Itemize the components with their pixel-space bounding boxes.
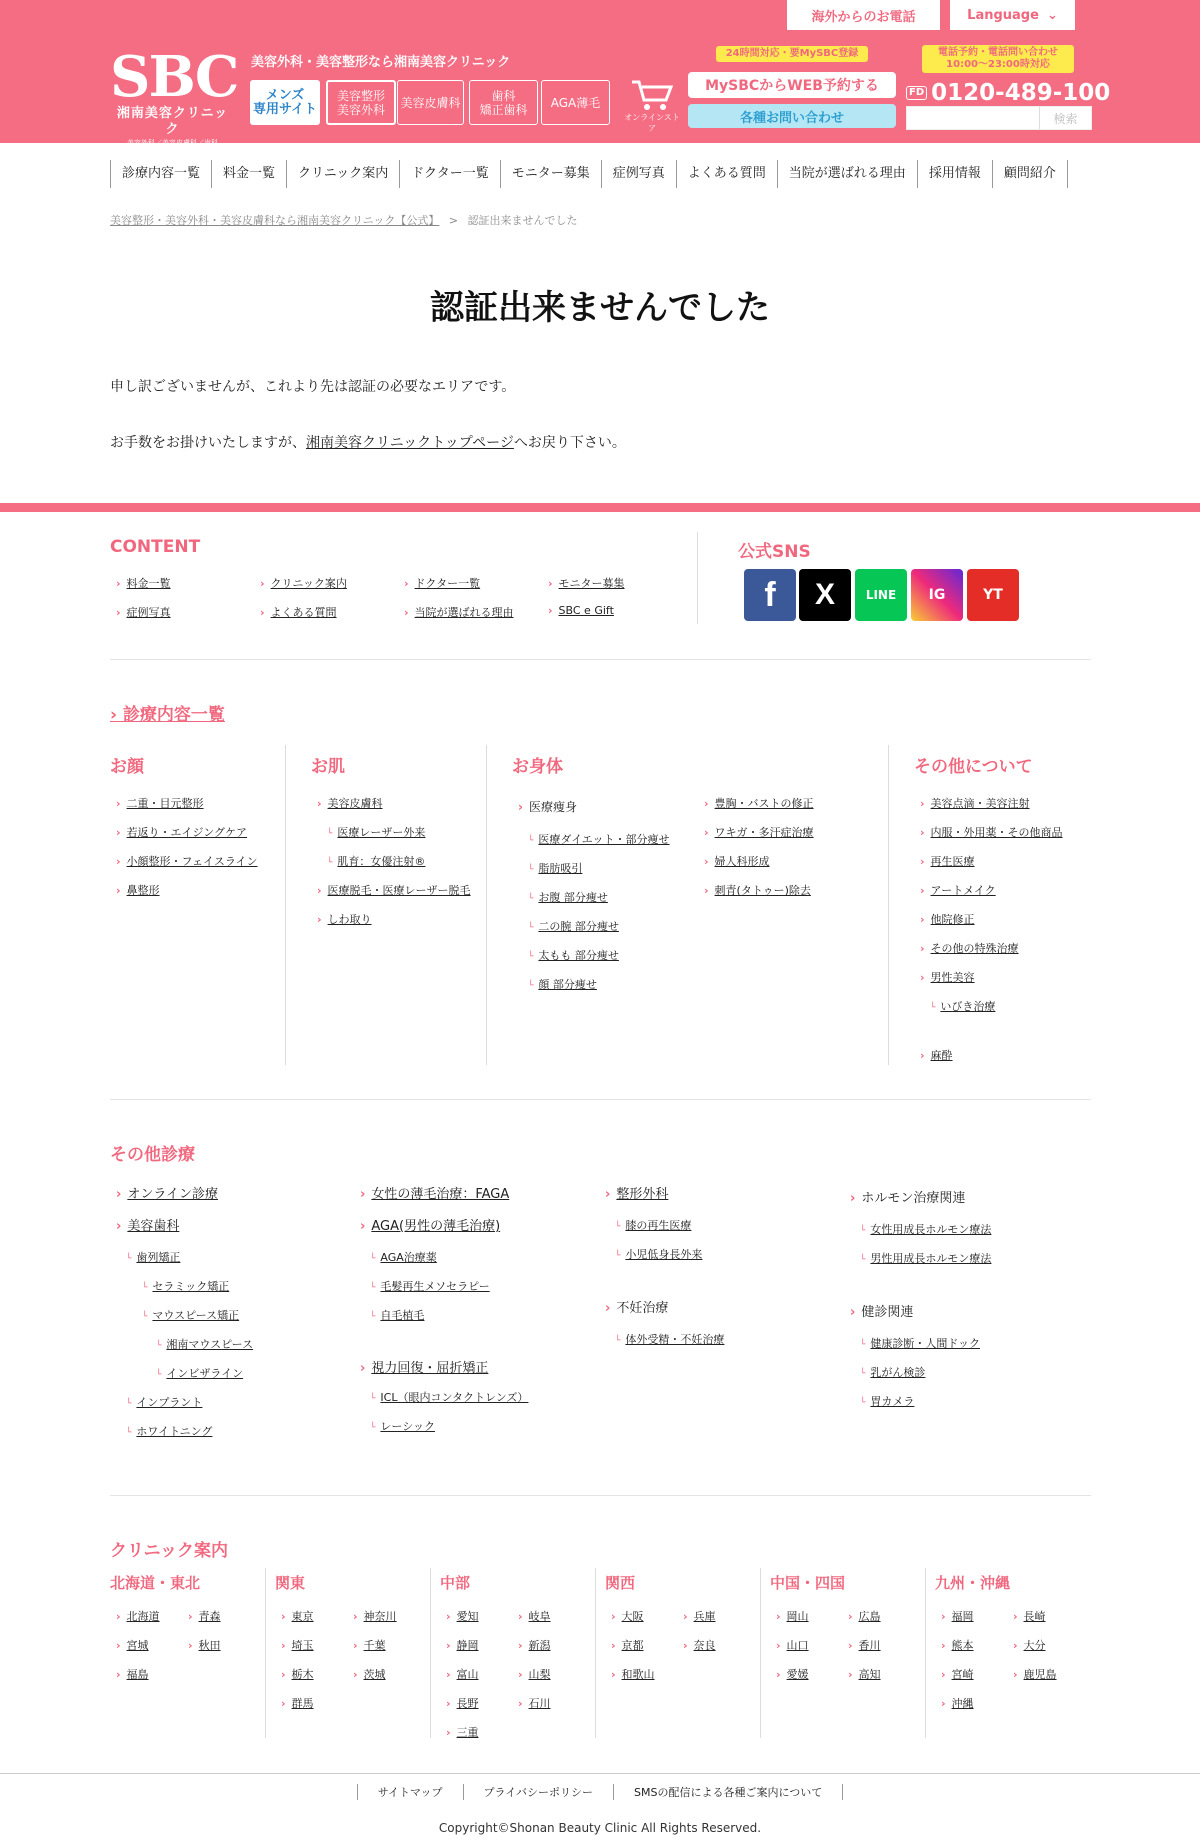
pref-link[interactable]: › 栃木 (281, 1666, 314, 1682)
care-sublink[interactable]: └ 膝の再生医療 (615, 1217, 691, 1233)
divider (110, 659, 1091, 660)
divider (486, 745, 487, 1065)
divider (760, 1568, 761, 1738)
divider (888, 745, 889, 1065)
care-group-heading: › ホルモン治療関連 (850, 1187, 965, 1206)
clinics-heading: クリニック案内 (110, 1541, 228, 1561)
care-sublink[interactable]: └ 健康診断・人間ドック (860, 1335, 980, 1351)
menu-link[interactable]: › 若返り・エイジングケア (116, 824, 247, 840)
menu-link[interactable]: › しわ取り (317, 911, 372, 927)
menu-sublink[interactable]: └ 太もも 部分痩せ (528, 947, 619, 963)
care-sublink[interactable]: └ レーシック (370, 1418, 435, 1434)
pref-link[interactable]: › 山梨 (518, 1666, 551, 1682)
region-heading: 中国・四国 (770, 1574, 846, 1592)
nav-item[interactable]: ドクター一覧 (399, 160, 499, 188)
content-link[interactable]: › よくある質問 (260, 604, 337, 620)
divider (430, 1568, 431, 1738)
menu-sublink[interactable]: └ 脂肪吸引 (528, 860, 582, 876)
pref-link[interactable]: › 千葉 (353, 1637, 386, 1653)
menu-sublink[interactable]: └ 医療ダイエット・部分痩せ (528, 831, 670, 847)
pref-link[interactable]: › 茨城 (353, 1666, 386, 1682)
divider (285, 745, 286, 1065)
logo-mark: SBC (110, 44, 238, 110)
site-tab-surgery[interactable]: 美容整形 美容外科 (326, 80, 396, 125)
menu-link[interactable]: › 刺青(タトゥー)除去 (704, 882, 811, 898)
menu-link[interactable]: › 美容点滴・美容注射 (920, 795, 1030, 811)
site-tab-mens[interactable]: メンズ 専用サイト (250, 80, 320, 125)
care-sublink[interactable]: └ マウスピース矯正 (142, 1307, 239, 1323)
body-heading: お身体 (512, 757, 563, 777)
care-sublink[interactable]: └ セラミック矯正 (142, 1278, 229, 1294)
nav-item[interactable]: 顧問紹介 (992, 160, 1068, 188)
top-page-link[interactable]: 湘南美容クリニックトップページ (306, 435, 514, 451)
pref-link[interactable]: › 青森 (188, 1608, 221, 1624)
cart-icon (630, 78, 674, 112)
web-reserve-button[interactable]: MySBCからWEB予約する (688, 72, 896, 98)
pref-link[interactable]: › 宮城 (116, 1637, 149, 1653)
other-heading: その他について (914, 757, 1033, 777)
menu-sublink[interactable]: └ 肌育：女優注射® (327, 853, 425, 869)
footer-links (0, 1784, 1200, 1800)
pref-link[interactable]: › 沖縄 (941, 1695, 974, 1711)
face-heading: お顔 (110, 757, 144, 777)
search-box (906, 106, 1092, 130)
pref-link[interactable]: › 埼玉 (281, 1637, 314, 1653)
pref-link[interactable]: › 鹿児島 (1013, 1666, 1057, 1682)
sitemap-link[interactable]: サイトマップ (357, 1784, 463, 1800)
pref-link[interactable]: › 兵庫 (683, 1608, 716, 1624)
message-text: 申し訳ございませんが、これより先は認証の必要なエリアです。 (110, 379, 516, 395)
care-link[interactable]: › AGA(男性の薄毛治療) (360, 1215, 500, 1234)
content-heading: CONTENT (110, 537, 201, 557)
divider (0, 1773, 1200, 1774)
pref-link[interactable]: › 大分 (1013, 1637, 1046, 1653)
divider (697, 532, 698, 624)
logo-subtitle: 美容外科／美容皮膚科／歯科 (127, 139, 218, 147)
return-message (110, 432, 626, 452)
language-label: Language (967, 7, 1039, 23)
menu-link[interactable]: › 再生医療 (920, 853, 975, 869)
pref-link[interactable]: › 宮崎 (941, 1666, 974, 1682)
nav-item[interactable]: 診療内容一覧 (110, 160, 211, 188)
content-link[interactable]: › ドクター一覧 (404, 575, 480, 591)
region-heading: 北海道・東北 (110, 1574, 201, 1592)
slim-heading: › 医療痩身 (518, 798, 577, 815)
pref-link[interactable]: › 愛媛 (776, 1666, 809, 1682)
youtube-icon[interactable]: YT (967, 569, 1019, 621)
menu-sublink[interactable]: └ お腹 部分痩せ (528, 889, 608, 905)
menu-link[interactable]: › 婦人科形成 (704, 853, 770, 869)
content-link[interactable]: › クリニック案内 (260, 575, 347, 591)
menu-link[interactable]: › 内服・外用薬・その他商品 (920, 824, 1063, 840)
chevron-right-icon: › (110, 705, 118, 725)
region-heading: 関東 (275, 1574, 306, 1592)
care-link[interactable]: › 視力回復・屈折矯正 (360, 1357, 488, 1376)
care-link[interactable]: › 女性の薄毛治療：FAGA (360, 1183, 509, 1202)
menu-link[interactable]: › 鼻整形 (116, 882, 160, 898)
divider (925, 1568, 926, 1738)
nav-item[interactable]: 料金一覧 (211, 160, 286, 188)
pref-link[interactable]: › 愛知 (446, 1608, 479, 1624)
menu-link[interactable]: › アートメイク (920, 882, 996, 898)
divider (110, 1099, 1091, 1100)
care-sublink[interactable]: └ 歯列矯正 (126, 1249, 180, 1265)
page-title: 認証出来ませんでした (430, 288, 770, 328)
nav-item[interactable]: よくある質問 (676, 160, 777, 188)
menu-link[interactable]: › 医療脱毛・医療レーザー脱毛 (317, 882, 471, 898)
care-group-heading: › 不妊治療 (605, 1297, 668, 1316)
sms-link[interactable]: SMSの配信による各種ご案内について (613, 1784, 843, 1800)
pref-link[interactable]: › 熊本 (941, 1637, 974, 1653)
sns-heading: 公式SNS (738, 542, 811, 562)
skin-heading: お肌 (311, 757, 345, 777)
menu-link[interactable]: › 二重・目元整形 (116, 795, 204, 811)
pref-link[interactable]: › 新潟 (518, 1637, 551, 1653)
pref-link[interactable]: › 高知 (848, 1666, 881, 1682)
care-sublink[interactable]: └ ホワイトニング (126, 1423, 212, 1439)
care-link[interactable]: › 整形外科 (605, 1183, 668, 1202)
menu-link[interactable]: › ワキガ・多汗症治療 (704, 824, 814, 840)
menu-link[interactable]: › 美容皮膚科 (317, 795, 383, 811)
pref-link[interactable]: › 岐阜 (518, 1608, 551, 1624)
search-input[interactable] (909, 109, 1039, 127)
search-button[interactable]: 検索 (1039, 107, 1091, 129)
pref-link[interactable]: › 北海道 (116, 1608, 160, 1624)
pref-link[interactable]: › 山口 (776, 1637, 809, 1653)
pref-link[interactable]: › 和歌山 (611, 1666, 655, 1682)
web-badge: 24時間対応・要MySBC登録 (716, 46, 868, 62)
care-sublink[interactable]: └ インビザライン (156, 1365, 243, 1381)
sbc-logo[interactable] (110, 44, 238, 147)
site-tab-dermatology[interactable]: 美容皮膚科 (397, 80, 464, 125)
pref-link[interactable]: › 静岡 (446, 1637, 479, 1653)
pref-link[interactable]: › 福島 (116, 1666, 149, 1682)
cart-label: オンラインストア (624, 113, 680, 133)
header-tagline: 美容外科・美容整形なら湘南美容クリニック (251, 55, 511, 70)
care-sublink[interactable]: └ 小児低身長外来 (615, 1246, 702, 1262)
chevron-down-icon: ⌄ (1046, 7, 1058, 23)
facebook-icon[interactable]: f (744, 569, 796, 621)
site-header (0, 0, 1200, 147)
overseas-phone-button[interactable]: 海外からのお電話 (787, 0, 940, 30)
main-nav (110, 160, 1068, 188)
menu-link[interactable]: › 他院修正 (920, 911, 975, 927)
care-sublink[interactable]: └ 毛髪再生メソセラピー (370, 1278, 490, 1294)
site-tab-aga[interactable]: AGA薄毛 (541, 80, 610, 125)
care-sublink[interactable]: └ AGA治療薬 (370, 1249, 437, 1265)
pref-link[interactable]: › 神奈川 (353, 1608, 397, 1624)
return-pre: お手数をお掛けいたしますが、 (110, 435, 306, 451)
nav-item[interactable]: 当院が選ばれる理由 (777, 160, 917, 188)
freedial-icon: FD (906, 86, 927, 100)
line-icon[interactable]: LINE (855, 569, 907, 621)
copyright: Copyright©Shonan Beauty Clinic All Rights Reserved. (438, 1821, 762, 1835)
care-sublink[interactable]: └ インプラント (126, 1394, 202, 1410)
region-heading: 中部 (440, 1574, 471, 1592)
care-sublink[interactable]: └ ICL（眼内コンタクトレンズ） (370, 1389, 528, 1405)
pref-link[interactable]: › 石川 (518, 1695, 551, 1711)
care-sublink[interactable]: └ 湘南マウスピース (156, 1336, 253, 1352)
pref-link[interactable]: › 岡山 (776, 1608, 809, 1624)
care-sublink[interactable]: └ 乳がん検診 (860, 1364, 925, 1380)
pref-link[interactable]: › 秋田 (188, 1637, 221, 1653)
pref-link[interactable]: › 奈良 (683, 1637, 716, 1653)
nav-item[interactable]: 症例写真 (601, 160, 676, 188)
menu-sublink[interactable]: └ 二の腕 部分痩せ (528, 918, 619, 934)
x-icon[interactable]: X (799, 569, 851, 621)
region-heading: 九州・沖縄 (935, 1574, 1011, 1592)
footer-divider (0, 503, 1200, 512)
return-post: へお戻り下さい。 (513, 435, 626, 451)
menu-link[interactable]: › 小顔整形・フェイスライン (116, 853, 258, 869)
other-care-heading: その他診療 (110, 1145, 195, 1165)
menu-link[interactable]: › 男性美容 (920, 969, 975, 985)
logo-name: 湘南美容クリニック (116, 106, 229, 137)
pref-link[interactable]: › 富山 (446, 1666, 479, 1682)
region-heading: 関西 (605, 1574, 636, 1592)
breadcrumb-home[interactable]: 美容整形・美容外科・美容皮膚科なら湘南美容クリニック【公式】 (110, 214, 440, 227)
care-sublink[interactable]: └ 自毛植毛 (370, 1307, 424, 1323)
inquiry-button[interactable]: 各種お問い合わせ (688, 104, 896, 128)
phone-badge: 電話予約・電話問い合わせ 10:00〜23:00時対応 (922, 45, 1074, 73)
nav-item[interactable]: 採用情報 (917, 160, 992, 188)
care-link[interactable]: › オンライン診療 (116, 1183, 218, 1202)
menu-link[interactable]: › 麻酔 (920, 1047, 953, 1063)
content-link[interactable]: › 当院が選ばれる理由 (404, 604, 514, 620)
content-link[interactable]: › SBC e Gift (548, 604, 614, 617)
menu-heading[interactable] (110, 700, 225, 725)
pref-link[interactable]: › 群馬 (281, 1695, 314, 1711)
care-sublink[interactable]: └ 胃カメラ (860, 1393, 914, 1409)
content-link[interactable]: › 症例写真 (116, 604, 171, 620)
menu-link[interactable]: › その他の特殊治療 (920, 940, 1019, 956)
language-button[interactable] (950, 0, 1075, 30)
menu-heading-label: 診療内容一覧 (122, 705, 225, 725)
pref-link[interactable]: › 三重 (446, 1724, 479, 1740)
pref-link[interactable]: › 広島 (848, 1608, 881, 1624)
privacy-link[interactable]: プライバシーポリシー (463, 1784, 613, 1800)
breadcrumb-separator: > (448, 214, 459, 227)
content-link[interactable]: › 料金一覧 (116, 575, 171, 591)
menu-sublink[interactable]: └ 顔 部分痩せ (528, 976, 597, 992)
pref-link[interactable]: › 大阪 (611, 1608, 644, 1624)
breadcrumb (110, 212, 578, 228)
menu-sublink[interactable]: └ いびき治療 (930, 998, 995, 1014)
phone-text: 0120-489-100 (931, 80, 1111, 106)
menu-sublink[interactable]: └ 医療レーザー外来 (327, 824, 425, 840)
care-sublink[interactable]: └ 体外受精・不妊治療 (615, 1331, 724, 1347)
care-sublink[interactable]: └ 女性用成長ホルモン療法 (860, 1221, 991, 1237)
phone-number[interactable] (906, 80, 1110, 106)
pref-link[interactable]: › 東京 (281, 1608, 314, 1624)
pref-link[interactable]: › 福岡 (941, 1608, 974, 1624)
pref-link[interactable]: › 香川 (848, 1637, 881, 1653)
pref-link[interactable]: › 京都 (611, 1637, 644, 1653)
site-tab-dental[interactable]: 歯科 矯正歯科 (469, 80, 538, 125)
instagram-icon[interactable]: IG (911, 569, 963, 621)
care-sublink[interactable]: └ 男性用成長ホルモン療法 (860, 1250, 991, 1266)
care-group-heading: › 健診関連 (850, 1301, 913, 1320)
pref-link[interactable]: › 長崎 (1013, 1608, 1046, 1624)
menu-link[interactable]: › 豊胸・バストの修正 (704, 795, 814, 811)
online-store-link[interactable] (622, 78, 682, 133)
divider (265, 1568, 266, 1738)
pref-link[interactable]: › 長野 (446, 1695, 479, 1711)
nav-item[interactable]: モニター募集 (500, 160, 601, 188)
content-link[interactable]: › モニター募集 (548, 575, 625, 591)
divider (595, 1568, 596, 1738)
care-link[interactable]: › 美容歯科 (116, 1215, 179, 1234)
nav-item[interactable]: クリニック案内 (286, 160, 399, 188)
breadcrumb-current: 認証出来ませんでした (467, 214, 578, 227)
divider (110, 1495, 1091, 1496)
